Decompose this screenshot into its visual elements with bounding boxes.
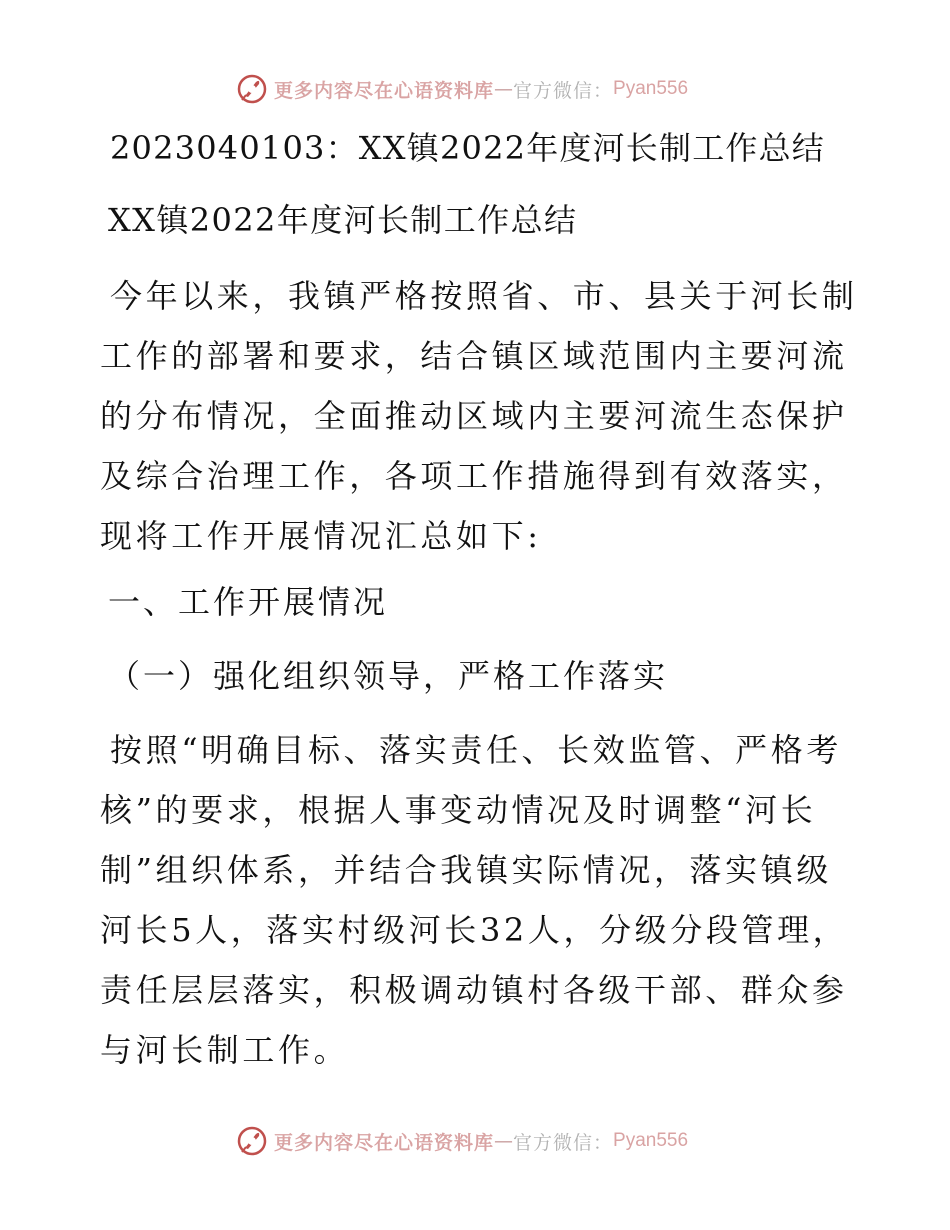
subsection-1-paragraph xyxy=(100,720,860,1080)
watermark-official-text: 官方微信： xyxy=(513,1131,614,1154)
document-code-title: 2023040103：XX镇2022年度河长制工作总结 xyxy=(110,129,825,167)
header-watermark xyxy=(236,72,756,106)
watermark-official-text: 官方微信： xyxy=(513,79,614,102)
subsection-1-body: 按照“明确目标、落实责任、长效监管、严格考核”的要求，根据人事变动情况及时调整“河长制”组织体系，并结合我镇实际情况，落实镇级河长5人，落实村级河长32人，分级分段管理，责任层层落实，积极调动镇村各级干部、群众参与河长制工作。 xyxy=(100,731,849,1069)
watermark-main-text: 更多内容尽在心语资料库 xyxy=(274,79,495,102)
document-title: XX镇2022年度河长制工作总结 xyxy=(108,201,578,239)
quill-logo-icon xyxy=(236,1125,268,1157)
intro-text: 今年以来，我镇严格按照省、市、县关于河长制工作的部署和要求，结合镇区域范围内主要河流的分布情况，全面推动区域内主要河流生态保护及综合治理工作，各项工作措施得到有效落实，现将工作开展情况汇总如下: xyxy=(100,277,858,555)
watermark-dash: — xyxy=(494,78,514,100)
watermark-main-text: 更多内容尽在心语资料库 xyxy=(274,1131,495,1154)
section-1-heading: 一、工作开展情况 xyxy=(108,583,389,621)
watermark-wechat-id: Pyan556 xyxy=(613,1130,689,1151)
footer-watermark xyxy=(236,1124,756,1158)
intro-paragraph xyxy=(100,266,860,566)
quill-logo-icon xyxy=(236,73,268,105)
subsection-1-heading: （一）强化组织领导，严格工作落实 xyxy=(108,657,669,695)
watermark-dash: — xyxy=(494,1130,514,1152)
watermark-wechat-id: Pyan556 xyxy=(613,78,689,99)
